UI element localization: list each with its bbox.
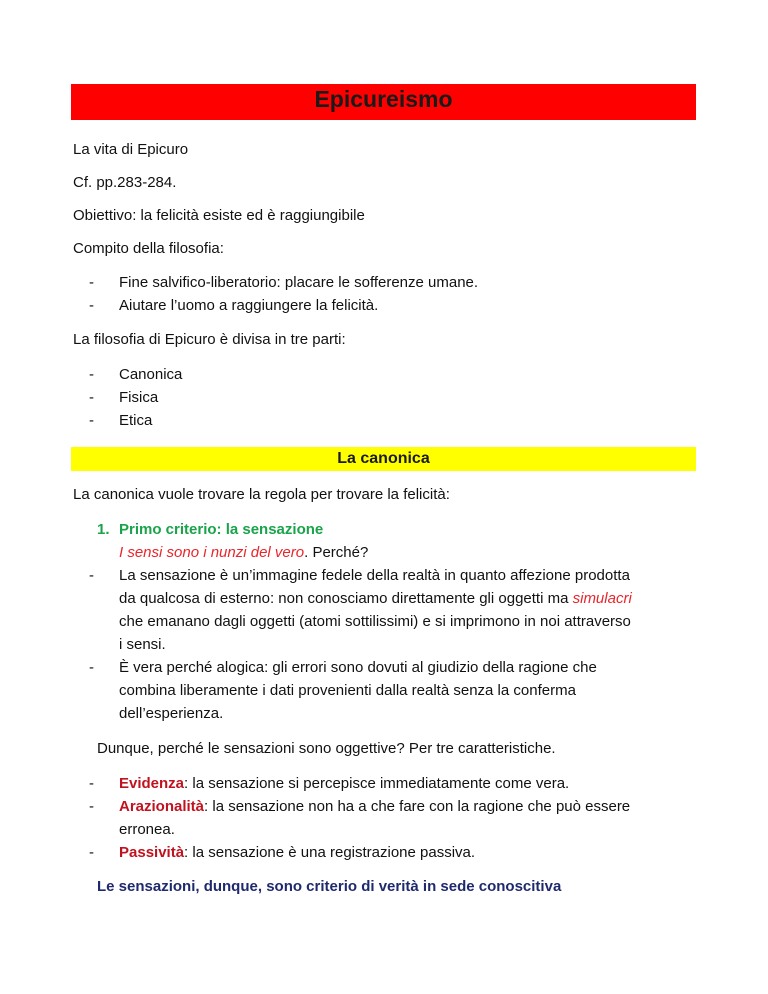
intro-line: Cf. pp.283-284. — [73, 174, 177, 191]
text-segment: da qualcosa di esterno: non conosciamo direttamente gli oggetti ma — [119, 590, 573, 607]
list-dash: - — [89, 366, 94, 383]
intro-line: Compito della filosofia: — [73, 240, 224, 257]
conclusion: Le sensazioni, dunque, sono criterio di verità in sede conoscitiva — [97, 878, 562, 895]
feature-item — [119, 775, 569, 792]
list-dash: - — [89, 775, 94, 792]
list-dash: - — [89, 567, 94, 584]
feature-term: Passività — [119, 844, 185, 861]
feature-term: Evidenza — [119, 775, 185, 792]
list-item: Canonica — [119, 366, 183, 383]
criterion-motto-line — [119, 544, 368, 561]
text-line: erronea. — [119, 821, 175, 838]
feature-term: Arazionalità — [119, 798, 205, 815]
intro-line: Obiettivo: la felicità esiste ed è raggiungibile — [73, 207, 365, 224]
list-dash: - — [89, 659, 94, 676]
list-dash: - — [89, 389, 94, 406]
criterion-number: 1. — [97, 521, 110, 538]
motto-tail: . Perché? — [304, 544, 369, 561]
feature-item — [119, 798, 630, 815]
section-title: La canonica — [337, 450, 430, 467]
text-line: combina liberamente i dati provenienti dalla realtà senza la conferma — [119, 682, 576, 699]
list-dash: - — [89, 274, 94, 291]
list-dash: - — [89, 844, 94, 861]
feature-text: : la sensazione si percepisce immediatamente come vera. — [184, 775, 570, 792]
list-dash: - — [89, 798, 94, 815]
document-title: Epicureismo — [314, 86, 453, 112]
list-item: Fisica — [119, 389, 159, 406]
feature-text: : la sensazione è una registrazione passiva. — [184, 844, 476, 861]
text-line: È vera perché alogica: gli errori sono dovuti al giudizio della ragione che — [119, 659, 597, 676]
paragraph: La filosofia di Epicuro è divisa in tre parti: — [73, 331, 346, 348]
paragraph: La canonica vuole trovare la regola per trovare la felicità: — [73, 486, 450, 503]
text-line: La sensazione è un’immagine fedele della realtà in quanto affezione prodotta — [119, 567, 630, 584]
list-dash: - — [89, 297, 94, 314]
text-line — [119, 590, 632, 607]
text-line: dell’esperienza. — [119, 705, 224, 722]
feature-text: : la sensazione non ha a che fare con la ragione che può essere — [204, 798, 631, 815]
simulacri-term: simulacri — [572, 590, 632, 607]
criterion-heading: Primo criterio: la sensazione — [119, 521, 324, 538]
text-line: i sensi. — [119, 636, 166, 653]
list-dash: - — [89, 412, 94, 429]
text-line: che emanano dagli oggetti (atomi sottilissimi) e si imprimono in noi attraverso — [119, 613, 631, 630]
feature-item — [119, 844, 475, 861]
list-item: Aiutare l’uomo a raggiungere la felicità. — [119, 297, 379, 314]
motto: I sensi sono i nunzi del vero — [119, 544, 305, 561]
list-item: Fine salvifico-liberatorio: placare le sofferenze umane. — [119, 274, 479, 291]
intro-line: La vita di Epicuro — [73, 141, 189, 158]
paragraph: Dunque, perché le sensazioni sono oggettive? Per tre caratteristiche. — [97, 740, 556, 757]
list-item: Etica — [119, 412, 153, 429]
